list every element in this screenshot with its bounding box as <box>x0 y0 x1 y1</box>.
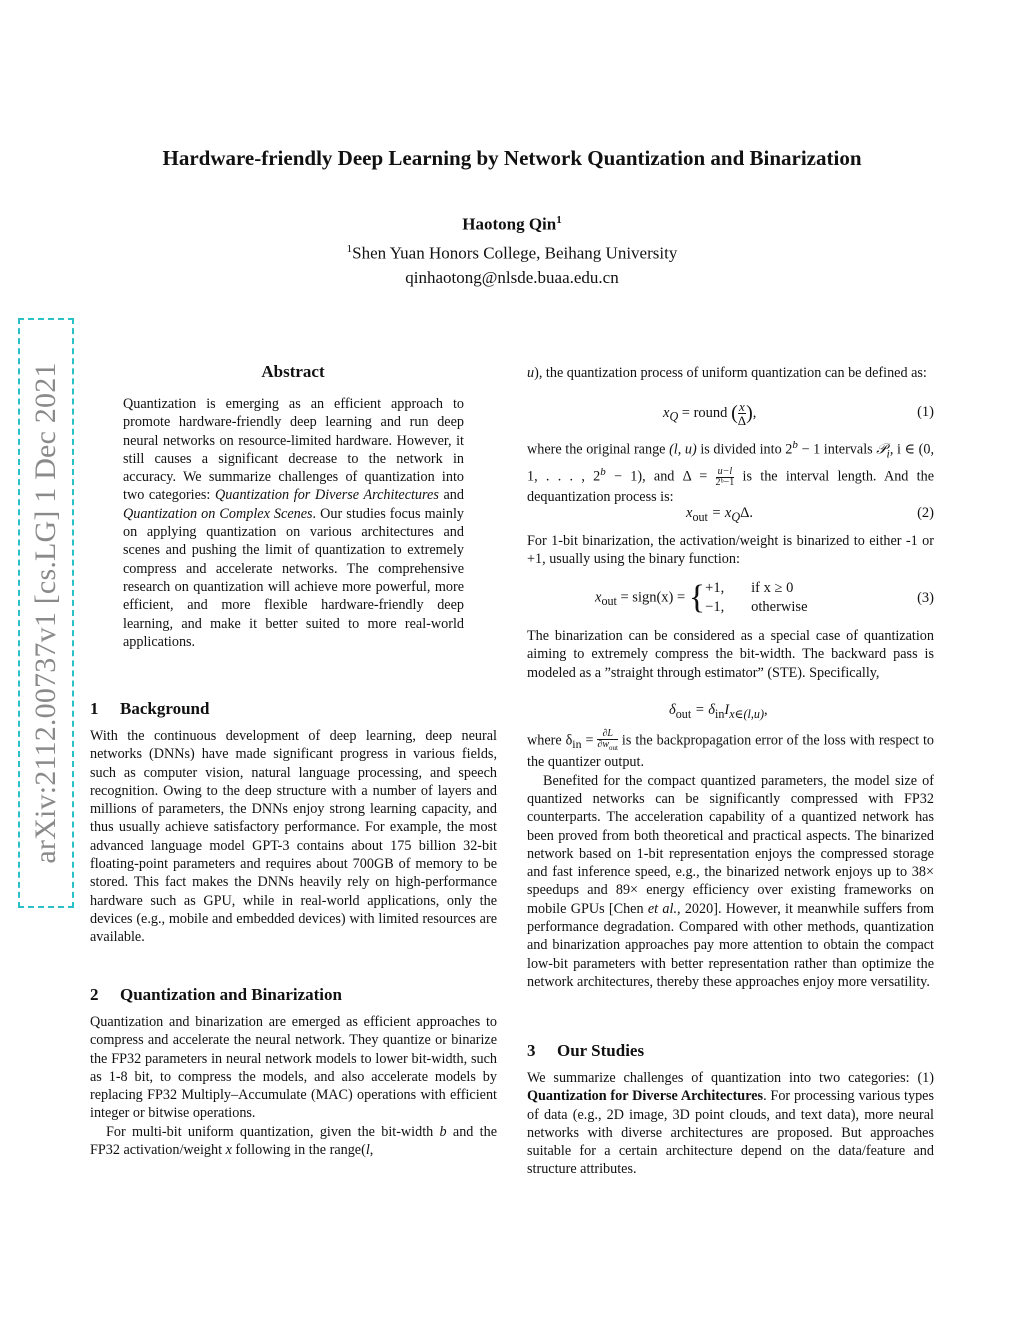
eq1-lhs-sub: Q <box>669 409 679 424</box>
eq1-tail: , <box>752 404 757 421</box>
equation-3 <box>527 576 934 620</box>
eq4-op-sub: in <box>714 706 725 721</box>
author-name-text: Haotong Qin <box>462 214 557 234</box>
eq1-num: x <box>739 399 745 414</box>
where2-den: ∂w <box>597 739 610 750</box>
where1d: is the interval length. And the dequantization process is: <box>527 468 934 505</box>
equation-2 <box>527 505 934 527</box>
var-u: u <box>527 365 535 381</box>
eq3-lhs: x <box>595 589 602 606</box>
equation-1-body: $x_Q$ = round ( $\frac{x}{\Delta}$ ), <box>663 399 757 428</box>
eq2-lhs-sub: out <box>692 509 708 524</box>
equation-2-body <box>686 505 753 525</box>
equation-2-label: (2) <box>917 505 934 521</box>
where1b: is divided into 2 <box>696 441 793 458</box>
benefit-a: Benefited for the compact quantized parameters, the model size of quantized networks can be significantly compressed with FP32 counterparts. The acceleration capability of a quantized network has been proved from both theoretical and practical aspects. The binarized network based on 1-bit representation enjoys the compressed storage and fast inference speed, e.g., the binarized network enjoys up to 38× speedups and 89× energy efficiency over existing frameworks on mobile GPUs [Chen <box>527 772 934 917</box>
section-1-body <box>90 727 497 947</box>
eq2-tail: Δ. <box>740 505 754 521</box>
eq4-op: = δ <box>691 702 715 718</box>
binarization-p: For 1-bit binarization, the activation/weight is binarized to either -1 or +1, usually using the binary function: <box>527 533 934 568</box>
section-1-text: With the continuous development of deep learning, deep neural networks (DNNs) have made significant progress in various fields, such as computer vision, natural language processing, and speech recognition. Owing to the deep structure with a number of layers and millions of parameters, the DNNs enjoy strong learning capacity, and thus usually achieve satisfactory performance. For example, the most advanced language model GPT-3 contains about 175 billion 32-bit floating-point parameters and requires about 700GB of memory to be stored. This fact makes the DNNs heavily rely on high-performance hardware such as GPU, while in real-world applications, only the devices (e.g., mobile and embedded devices) with limited resources are available. <box>90 728 497 946</box>
where1c: − 1 intervals <box>797 441 877 458</box>
author-email[interactable]: qinhaotong@nlsde.buaa.edu.cn <box>405 268 619 287</box>
var-b: b <box>439 1123 447 1140</box>
where2b: is the backpropagation error of the loss with respect to the quantizer output. <box>527 732 934 771</box>
section-1-heading <box>90 699 209 719</box>
affiliation-text: Shen Yuan Honors College, Beihang University <box>352 243 678 263</box>
abstract-body <box>123 395 464 651</box>
intervals: 𝒫 <box>876 441 887 458</box>
eq4-tail: I <box>724 702 730 718</box>
section-2-p2c: following in the range( <box>231 1142 366 1159</box>
where-2 <box>527 729 934 991</box>
section-2-heading <box>90 985 342 1005</box>
right-col-intro <box>527 364 934 382</box>
section-3-number: 3 <box>527 1041 536 1060</box>
where-1 <box>527 436 934 506</box>
affiliation <box>0 243 1024 264</box>
section-1-title: Background <box>120 699 210 718</box>
ste-text <box>527 627 934 682</box>
studies-b: . For processing various types of data (e.g., 2D image, 3D point clouds, and text data), more neural networks with diverse architectures are proposed. But approaches suitable for a certain architecture depend on the data/feature and structure attributes. <box>527 1088 934 1178</box>
arxiv-id: arXiv:2112.00737v1 [cs.LG] 1 Dec 2021 <box>29 362 62 864</box>
where2-num: ∂L <box>597 729 618 740</box>
range: (l, u) <box>669 441 697 458</box>
benefit-b: , 2020]. However, it meanwhile suffers from performance degradation. Compared with other methods, quantization and binarization approaches pay more attention to obtain the compact low-bit parameters with better representation rather than optimize the network architectures, thereby these approaches enjoy more versatility. <box>527 900 934 990</box>
equation-1-label: (1) <box>917 404 934 420</box>
studies-bold: Quantization for Diverse Architectures <box>527 1088 764 1105</box>
section-3-heading <box>527 1041 644 1061</box>
equation-4-body <box>669 702 768 722</box>
intervals-b: , i ∈ (0, 1, . . . , 2 <box>527 441 935 485</box>
affiliation-sup: 1 <box>346 243 353 255</box>
benefit-etal: et al. <box>647 900 677 917</box>
eq1-lhs: x <box>663 404 670 421</box>
section-3-body <box>527 1069 934 1179</box>
where2a: where δ <box>527 732 573 749</box>
section-2-title: Quantization and Binarization <box>120 985 342 1004</box>
eq2-op-sub: Q <box>731 509 741 524</box>
abstract-heading: Abstract <box>261 362 325 381</box>
delta-den: 2ᵇ−1 <box>715 476 735 488</box>
abstract-p1: Quantization is emerging as an efficient approach to promote hardware-friendly deep learning and run deep neural networks on resource-limited hardware. However, it still causes a significant decrease to the network in accuracy. We summarize challenges of quantization into two categories: <box>123 396 464 504</box>
author-sup: 1 <box>556 214 562 226</box>
comma: , <box>369 1142 374 1159</box>
abstract-cat1: Quantization for Diverse Architectures <box>215 487 439 504</box>
eq3-op: = sign(x) = <box>616 589 689 606</box>
author-name <box>0 214 1024 235</box>
ste-p: The binarization can be considered as a special case of quantization aiming to extremely compress the bit-width. The backward pass is modeled as a ”straight through estimator” (STE). Specifically, <box>527 628 934 681</box>
eq4-end: , <box>763 702 768 718</box>
delta-num: u−l <box>716 467 735 478</box>
binarization-text <box>527 532 934 569</box>
eq1-den: Δ <box>737 413 747 428</box>
sup-b: b <box>792 439 798 451</box>
eq3-c1v: +1, <box>705 580 725 596</box>
studies-a: We summarize challenges of quantization into two categories: (1) <box>527 1070 934 1086</box>
benefit-p <box>527 772 934 992</box>
sup-b-2: b <box>600 465 606 478</box>
eq2-op: = x <box>707 505 732 521</box>
eq4-lhs-sub: out <box>675 706 692 721</box>
equation-3-label: (3) <box>917 590 934 606</box>
section-2-body <box>90 1013 497 1159</box>
intervals-c: − 1), and Δ = <box>605 468 716 485</box>
eq2-lhs: x <box>686 505 693 521</box>
var-x: x <box>225 1142 232 1159</box>
paper-title: Hardware-friendly Deep Learning by Network Quantization and Binarization <box>162 146 862 170</box>
equation-3-body: $x_{out}$ = sign(x) = { +1, if x ≥ 0 −1, otherwise <box>595 579 808 616</box>
eq3-c1c: if x ≥ 0 <box>751 580 794 596</box>
section-2-p2b: and the FP32 activation/weight <box>90 1123 497 1159</box>
abstract-p2: . Our studies focus mainly on applying quantization on various architectures and scenes and pushing the limit of quantization to extremely compress and accelerate networks. The comprehensive research on quantization will achieve more powerful, more efficient, and more flexible hardware-friendly deep learning, and make it better suited to more real-world applications. <box>123 505 464 650</box>
where2-eq: = <box>581 732 598 749</box>
quantization-def: ), the quantization process of uniform quantization can be defined as: <box>534 365 927 381</box>
abstract-and: and <box>438 487 464 504</box>
eq3-c2c: otherwise <box>751 599 808 615</box>
var-l: l <box>365 1142 370 1159</box>
abstract-cat2: Quantization on Complex Scenes <box>123 505 313 522</box>
intervals-sub: i <box>886 446 890 461</box>
where1a: where the original range <box>527 441 670 458</box>
where2-den-sub: out <box>609 744 618 752</box>
section-2-p1: Quantization and binarization are emerged as efficient approaches to compress and accelerate the neural network. They quantize or binarize the FP32 parameters in neural network models to lower bit-width, such as 1-8 bit, to compress the models, and also accelerate models by replacing FP32 Multiply–Accumulate (MAC) operations with efficient integer or bitwise operations. <box>90 1014 497 1122</box>
equation-4 <box>527 702 934 724</box>
arxiv-stamp[interactable] <box>18 318 74 908</box>
eq3-c2v: −1, <box>705 599 725 615</box>
section-2-p2 <box>90 1123 497 1160</box>
where2-sub: in <box>572 737 582 752</box>
equation-1 <box>527 398 934 428</box>
section-2-number: 2 <box>90 985 99 1004</box>
section-3-title: Our Studies <box>557 1041 645 1060</box>
eq1-op: = round <box>678 404 728 421</box>
eq4-tail-sub: x∈(l,u) <box>729 706 764 721</box>
eq4-lhs: δ <box>669 702 676 718</box>
eq3-lhs-sub: out <box>601 594 617 609</box>
section-1-number: 1 <box>90 699 99 718</box>
section-2-p2a: For multi-bit uniform quantization, given the bit-width <box>106 1123 440 1140</box>
